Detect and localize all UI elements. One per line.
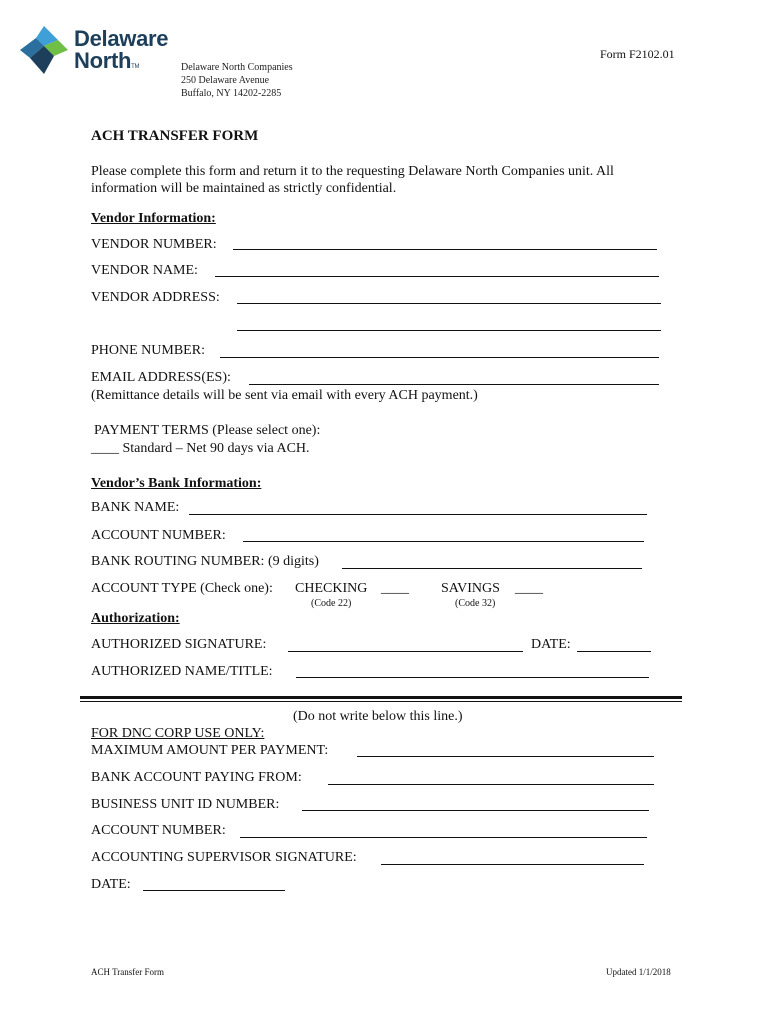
- bank-info-heading: Vendor’s Bank Information:: [91, 476, 262, 491]
- vendor-info-heading: Vendor Information:: [91, 211, 216, 226]
- paying-from-field[interactable]: [328, 784, 654, 785]
- intro-line-2: information will be maintained as strictly confidential.: [91, 181, 397, 196]
- checking-code: (Code 22): [311, 598, 352, 609]
- checking-label: CHECKING: [295, 581, 368, 596]
- supervisor-signature-field[interactable]: [381, 864, 644, 865]
- max-amount-label: MAXIMUM AMOUNT PER PAYMENT:: [91, 743, 329, 758]
- savings-checkbox-blank[interactable]: ____: [515, 581, 543, 596]
- checking-checkbox-blank[interactable]: ____: [381, 581, 409, 596]
- page-title: ACH TRANSFER FORM: [91, 128, 259, 144]
- company-city: Buffalo, NY 14202-2285: [181, 88, 282, 99]
- phone-number-label: PHONE NUMBER:: [91, 343, 205, 358]
- payment-terms-option[interactable]: ____ Standard – Net 90 days via ACH.: [91, 441, 310, 456]
- supervisor-signature-label: ACCOUNTING SUPERVISOR SIGNATURE:: [91, 850, 357, 865]
- corp-use-divider: [80, 696, 682, 699]
- authorized-signature-label: AUTHORIZED SIGNATURE:: [91, 637, 267, 652]
- corp-account-number-field[interactable]: [240, 837, 647, 838]
- account-type-label: ACCOUNT TYPE (Check one):: [91, 581, 273, 596]
- authorization-date-field[interactable]: [577, 651, 651, 652]
- authorized-name-title-label: AUTHORIZED NAME/TITLE:: [91, 664, 273, 679]
- vendor-number-field[interactable]: [233, 249, 657, 250]
- corp-account-number-label: ACCOUNT NUMBER:: [91, 823, 226, 838]
- corp-date-field[interactable]: [143, 890, 285, 891]
- corp-use-heading: FOR DNC CORP USE ONLY:: [91, 726, 265, 741]
- routing-number-label: BANK ROUTING NUMBER: (9 digits): [91, 554, 319, 569]
- intro-line-1: Please complete this form and return it to the requesting Delaware North Companies unit. All: [91, 164, 614, 179]
- corp-date-label: DATE:: [91, 877, 131, 892]
- savings-code: (Code 32): [455, 598, 496, 609]
- bank-name-label: BANK NAME:: [91, 500, 180, 515]
- account-number-field[interactable]: [243, 541, 644, 542]
- brand-name-2: [74, 48, 139, 74]
- brand-line-2: North: [74, 48, 132, 73]
- form-number: Form F2102.01: [600, 47, 675, 61]
- authorization-heading: Authorization:: [91, 611, 180, 626]
- savings-label: SAVINGS: [441, 581, 500, 596]
- brand-line-1: Delaware: [74, 26, 169, 51]
- vendor-address-field-2[interactable]: [237, 330, 661, 331]
- max-amount-field[interactable]: [357, 756, 654, 757]
- brand-trademark: TM: [131, 64, 140, 70]
- corp-use-divider-thin: [80, 701, 682, 702]
- phone-number-field[interactable]: [220, 357, 659, 358]
- account-number-label: ACCOUNT NUMBER:: [91, 528, 226, 543]
- delaware-north-logo-icon: [18, 24, 70, 76]
- footer-left: ACH Transfer Form: [91, 967, 165, 977]
- do-not-write-note: (Do not write below this line.): [293, 709, 463, 724]
- paying-from-label: BANK ACCOUNT PAYING FROM:: [91, 770, 302, 785]
- payment-terms-label: PAYMENT TERMS (Please select one):: [94, 423, 321, 438]
- authorized-name-title-field[interactable]: [296, 677, 649, 678]
- routing-number-field[interactable]: [342, 568, 642, 569]
- business-unit-field[interactable]: [302, 810, 649, 811]
- vendor-number-label: VENDOR NUMBER:: [91, 237, 217, 252]
- email-field[interactable]: [249, 384, 659, 385]
- authorization-date-label: DATE:: [531, 637, 571, 652]
- vendor-address-field-1[interactable]: [237, 303, 661, 304]
- vendor-address-label: VENDOR ADDRESS:: [91, 290, 220, 305]
- email-label: EMAIL ADDRESS(ES):: [91, 370, 231, 385]
- business-unit-label: BUSINESS UNIT ID NUMBER:: [91, 797, 280, 812]
- remittance-note: (Remittance details will be sent via email with every ACH payment.): [91, 388, 478, 403]
- authorized-signature-field[interactable]: [288, 651, 523, 652]
- bank-name-field[interactable]: [189, 514, 647, 515]
- vendor-name-label: VENDOR NAME:: [91, 263, 198, 278]
- vendor-name-field[interactable]: [215, 276, 659, 277]
- company-street: 250 Delaware Avenue: [181, 75, 270, 86]
- company-name: Delaware North Companies: [181, 62, 293, 73]
- footer-right: Updated 1/1/2018: [606, 967, 671, 977]
